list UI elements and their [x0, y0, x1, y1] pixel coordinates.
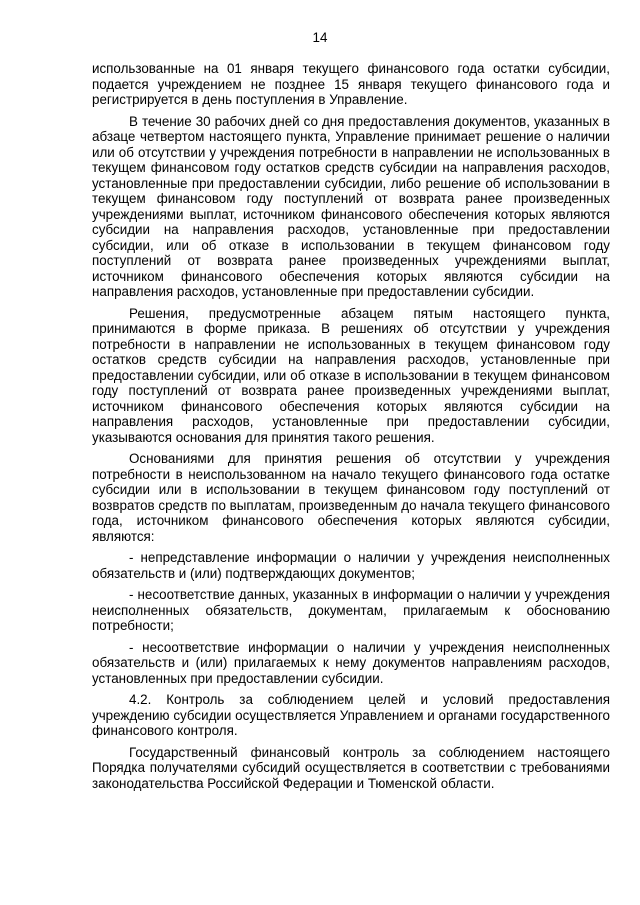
paragraph-control-4-2: 4.2. Контроль за соблюдением целей и условий предоставления учреждению субсидии осуществляется Управлением и органами государственного финансового контроля.: [92, 692, 610, 738]
paragraph-grounds: Основаниями для принятия решения об отсутствии у учреждения потребности в неиспользованном на начало текущего финансового года остатке субсидии или в использовании в текущем финансовом году поступлений от возвратов средств по выплатам, произведенным до начала текущего финансового года, источником финансового обеспечения которых являются субсидии, являются:: [92, 451, 610, 544]
list-item-grounds-1: - непредставление информации о наличии у учреждения неисполненных обязательств и (или) подтверждающих документов;: [92, 550, 610, 581]
document-body: [92, 61, 610, 797]
paragraph-decision-term: В течение 30 рабочих дней со дня предоставления документов, указанных в абзаце четвертом настоящего пункта, Управление принимает решение о наличии или об отсутствии у учреждения потребности в направлении не использованных в текущем финансовом году остатков средств субсидии на направления расходов, установленные при предоставлении субсидии, либо решение об использовании в текущем финансовом году поступлений от возврата ранее произведенных учреждениями выплат, источником финансового обеспечения которых являются субсидии на направления расходов, установленные при предоставлении субсидии, или об отказе в использовании в текущем финансовом году поступлений от возврата ранее произведенных учреждениями выплат, источником финансового обеспечения которых являются субсидии на направления расходов, установленные при предоставлении субсидии.: [92, 113, 610, 299]
paragraph-state-control: Государственный финансовый контроль за соблюдением настоящего Порядка получателями субсидий осуществляется в соответствии с требованиями законодательства Российской Федерации и Тюменской области.: [92, 744, 610, 791]
paragraph-continuation: использованные на 01 января текущего финансового года остатки субсидии, подается учреждением не позднее 15 января текущего финансового года и регистрируется в день поступления в Управление.: [92, 61, 610, 107]
paragraph-decision-form: Решения, предусмотренные абзацем пятым настоящего пункта, принимаются в форме приказа. В решениях об отсутствии у учреждения потребности в направлении не использованных в текущем финансовом году остатков средств субсидии на направления расходов, установленные при предоставлении субсидии, или об отказе в использовании в текущем финансовом году поступлений от возврата ранее произведенных учреждениями выплат, источником финансового обеспечения которых являются субсидии на направления расходов, установленные при предоставлении субсидии, указываются основания для принятия такого решения.: [92, 305, 610, 445]
page-number: 14: [312, 30, 328, 45]
list-item-grounds-3: - несоответствие информации о наличии у учреждения неисполненных обязательств и (или) прилагаемых к нему документов направлениям расходов, установленных при предоставлении субсидии.: [92, 639, 610, 686]
list-item-grounds-2: - несоответствие данных, указанных в информации о наличии у учреждения неисполненных обязательств, документам, прилагаемым к обоснованию потребности;: [92, 587, 610, 633]
